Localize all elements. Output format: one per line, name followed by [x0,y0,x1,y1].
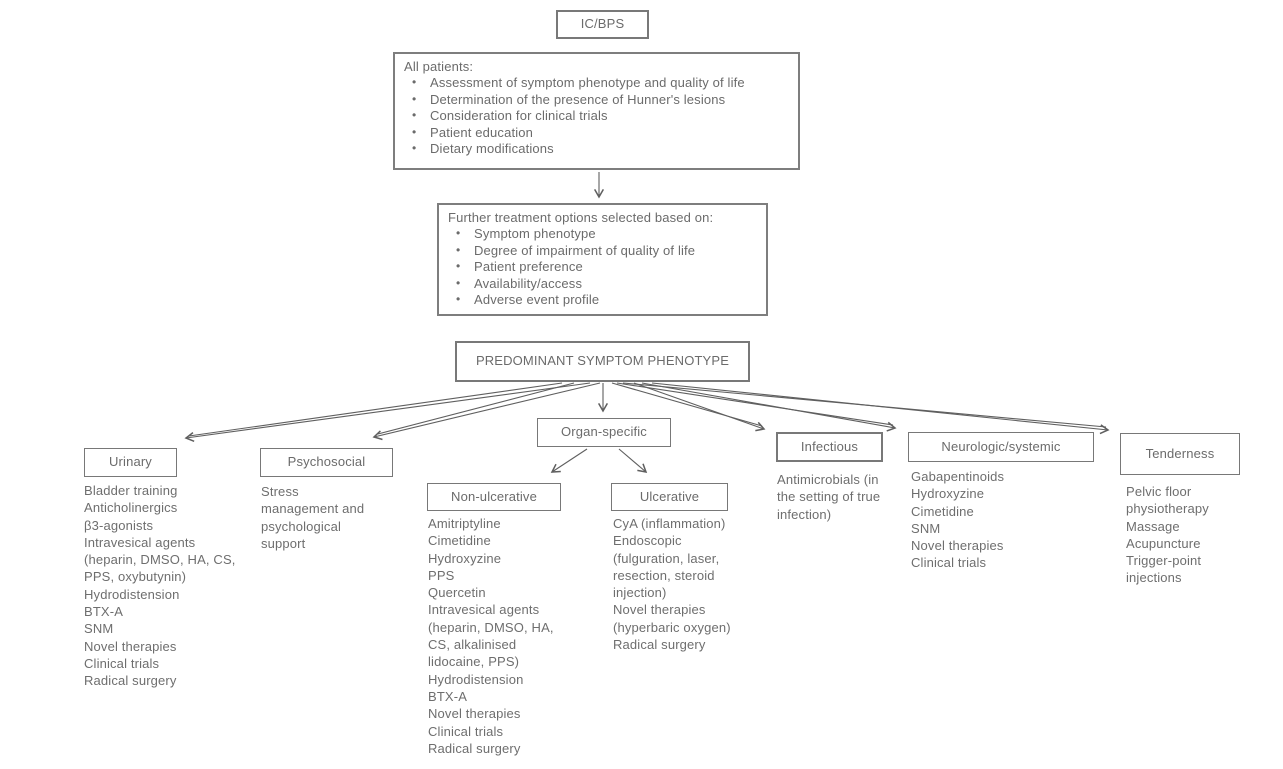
urinary-treatment: Clinical trials [84,655,160,671]
node-non-ulcerative [427,483,561,511]
tenderness-label: Tenderness [1145,445,1215,461]
node-organ-specific [537,418,671,447]
ulcerative-treatment: Radical surgery [613,637,706,653]
tenderness-treatment: Massage [1126,518,1180,534]
neurologic-systemic-treatment: Gabapentinoids [911,469,1005,484]
neurologic-systemic-treatment: Novel therapies [911,538,1004,554]
infectious-label: Infectious [800,438,859,454]
node-psychosocial [260,448,393,477]
urinary-treatment: SNM [84,621,114,637]
non-ulcerative-treatment: Quercetin [428,585,486,601]
tenderness-treatment: Trigger-point injections [1126,553,1202,586]
ulcerative-treatment: CyA (inflammation) [613,516,726,531]
treatment-list-tenderness [1126,483,1236,587]
ulcerative-label: Ulcerative [639,488,700,504]
all-patients-bullet: • Consideration for clinical trials [404,108,788,124]
ulcerative-treatment: Novel therapies (hyperbaric oxygen) [613,602,731,635]
further-treatment-title: Further treatment options selected based on: [448,210,714,225]
node-tenderness [1120,433,1240,475]
further-treatment-bullet: • Adverse event profile [448,292,756,308]
non-ulcerative-treatment: Hydrodistension [428,671,524,687]
box-all-patients [393,52,800,170]
organ-specific-label: Organ-specific [561,424,647,440]
further-treatment-bullet: • Symptom phenotype [448,226,756,242]
urinary-treatment: BTX-A [84,604,124,620]
all-patients-bullet: • Determination of the presence of Hunner's lesions [404,92,788,108]
predominant-symptom-phenotype-label: PREDOMINANT SYMPTOM PHENOTYPE [475,353,730,369]
tenderness-treatment: Acupuncture [1126,535,1201,551]
non-ulcerative-treatment: PPS [428,567,455,583]
neurologic-systemic-treatment: Hydroxyzine [911,486,985,502]
node-icbps-label: IC/BPS [580,16,625,32]
box-further-treatment [437,203,768,316]
non-ulcerative-treatment: BTX-A [428,688,468,704]
node-urinary [84,448,177,477]
infectious-treatment: Antimicrobials (in the setting of true infection) [777,472,881,522]
psychosocial-label: Psychosocial [287,454,366,470]
treatment-list-urinary [84,482,236,690]
treatment-list-non-ulcerative [428,515,555,757]
further-treatment-bullet-list [448,226,756,308]
tenderness-treatment: Pelvic floor physiotherapy [1126,484,1209,517]
treatment-list-psychosocial [261,483,377,552]
all-patients-bullet: • Patient education [404,125,788,141]
node-icbps [556,10,649,39]
non-ulcerative-treatment: Novel therapies [428,706,521,722]
non-ulcerative-treatment: Radical surgery [428,740,521,756]
further-treatment-bullet: • Availability/access [448,276,756,292]
urinary-treatment: Intravesical agents (heparin, DMSO, HA, CS, PPS, oxybutynin) [84,534,236,585]
further-treatment-bullet: • Patient preference [448,259,756,275]
urinary-treatment: Anticholinergics [84,500,178,516]
neurologic-systemic-label: Neurologic/systemic [941,438,1061,454]
urinary-treatment: β3-agonists [84,517,154,533]
psychosocial-treatment: Stress management and psychological support [261,484,365,551]
neurologic-systemic-treatment: Cimetidine [911,503,974,519]
node-predominant-symptom-phenotype [455,341,750,382]
all-patients-title: All patients: [404,59,474,74]
further-treatment-bullet: • Degree of impairment of quality of life [448,243,756,259]
urinary-treatment: Novel therapies [84,638,177,654]
neurologic-systemic-treatment: SNM [911,520,941,536]
urinary-label: Urinary [109,454,152,470]
treatment-list-neurologic-systemic [911,468,1071,572]
non-ulcerative-treatment: Cimetidine [428,533,491,549]
neurologic-systemic-treatment: Clinical trials [911,555,987,571]
treatment-list-ulcerative [613,515,739,653]
non-ulcerative-treatment: Amitriptyline [428,516,501,531]
treatment-list-infectious [777,471,889,523]
ulcerative-treatment: Endoscopic (fulguration, laser, resection, steroid injection) [613,533,720,601]
urinary-treatment: Radical surgery [84,673,177,689]
non-ulcerative-treatment: Hydroxyzine [428,550,502,566]
all-patients-bullet: • Assessment of symptom phenotype and quality of life [404,75,788,91]
non-ulcerative-treatment: Clinical trials [428,723,504,739]
urinary-treatment: Bladder training [84,483,178,498]
all-patients-bullet: • Dietary modifications [404,141,788,157]
non-ulcerative-treatment: Intravesical agents (heparin, DMSO, HA, CS, alkalinised lidocaine, PPS) [428,602,554,670]
non-ulcerative-label: Non-ulcerative [451,488,537,504]
node-neurologic-systemic [908,432,1094,462]
node-infectious [776,432,883,462]
urinary-treatment: Hydrodistension [84,586,180,602]
node-ulcerative [611,483,728,511]
all-patients-bullet-list [404,75,788,157]
